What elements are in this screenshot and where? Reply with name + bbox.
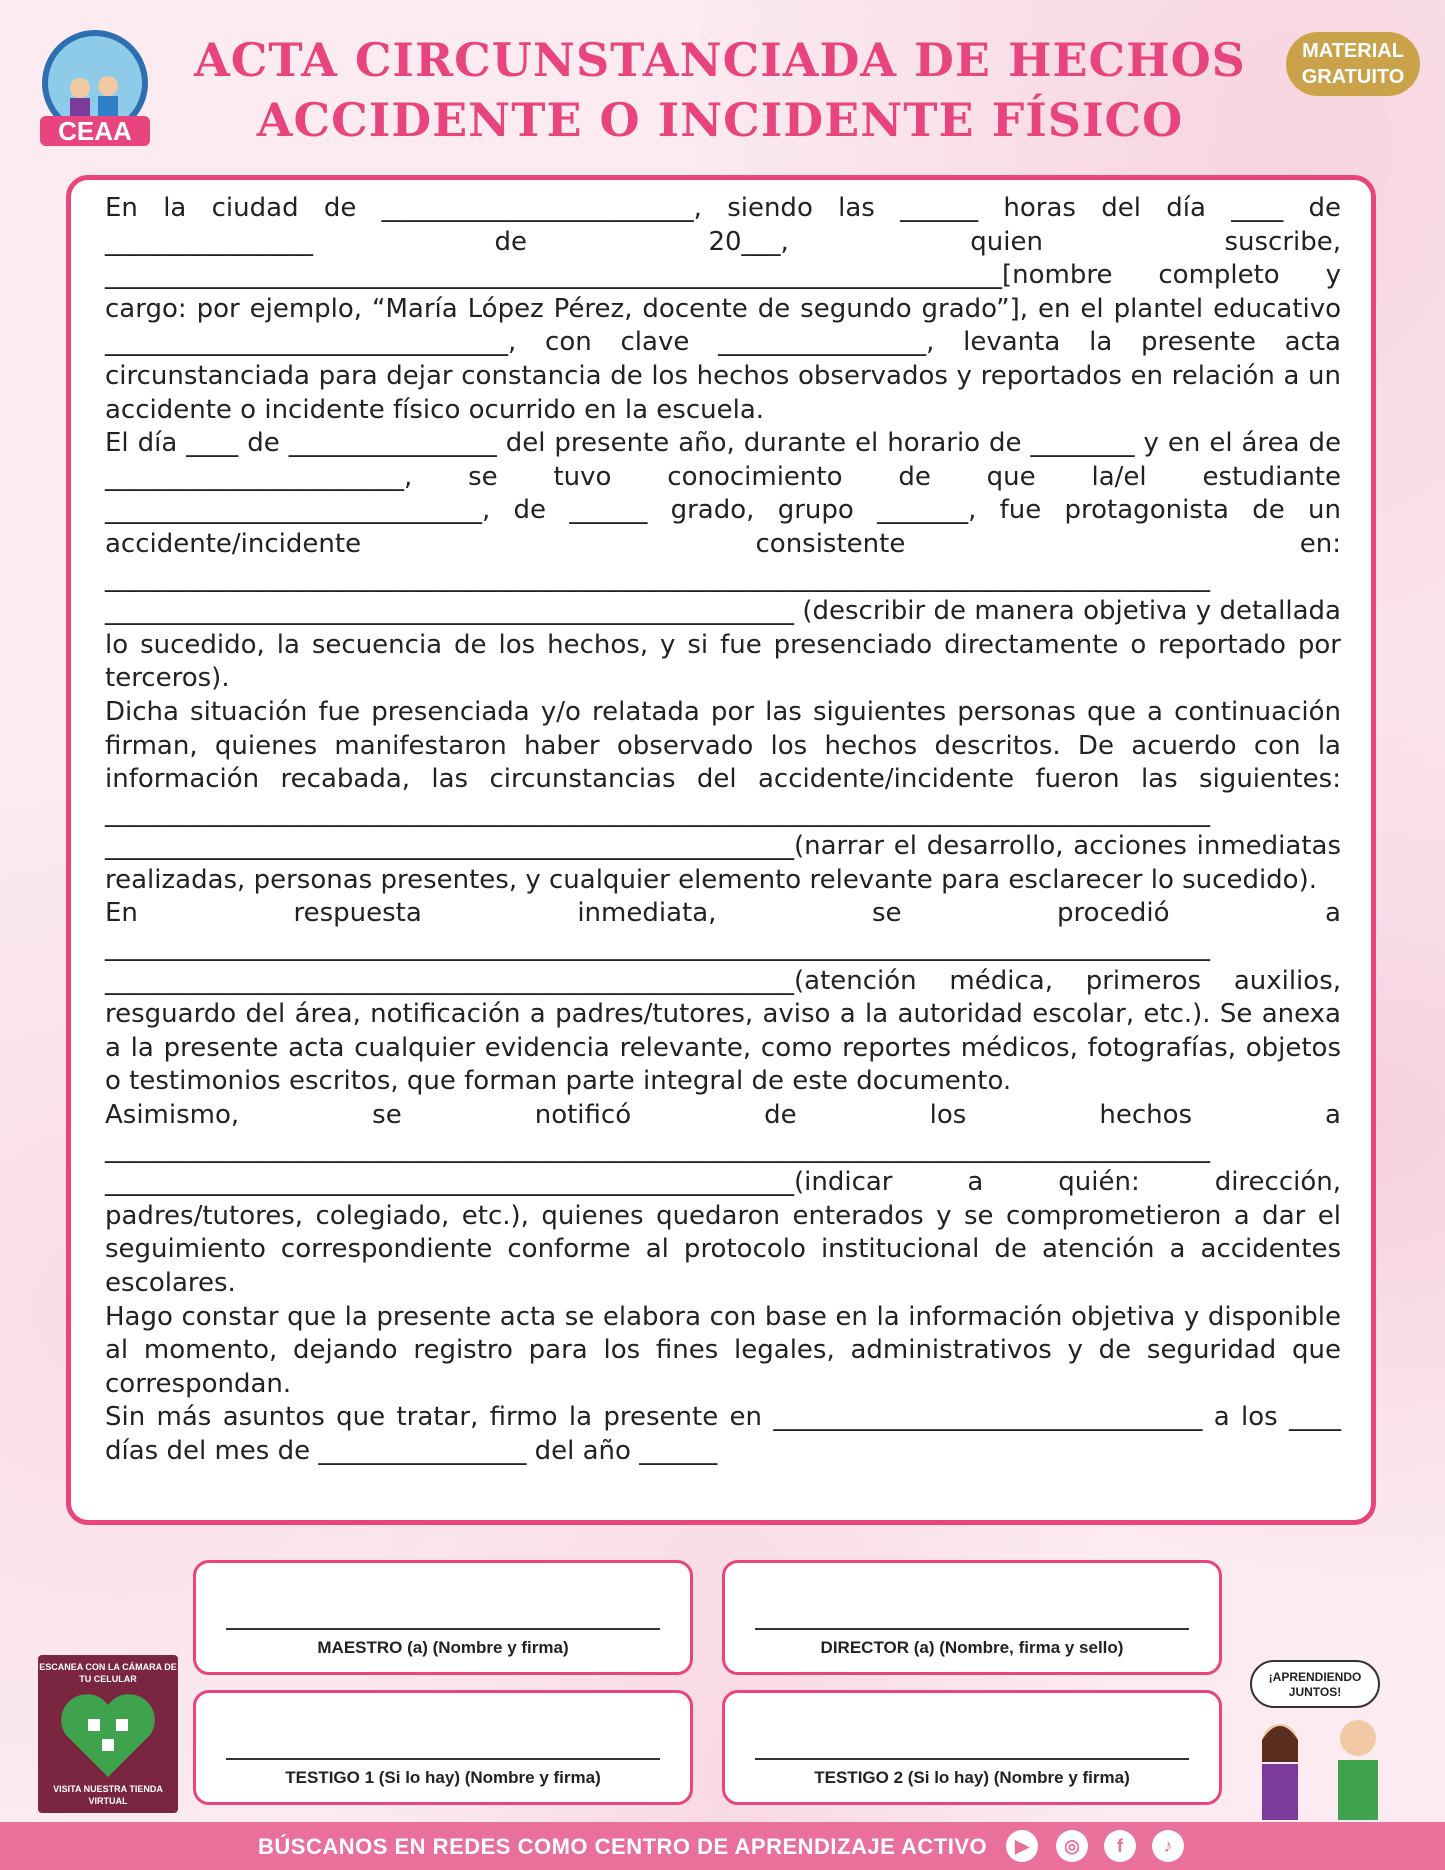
signature-box-maestro bbox=[193, 1560, 693, 1675]
paragraph: Hago constar que la presente acta se elabora con base en la información objetiva y disponible al momento, dejando registro para los fines legales, administrativos y de seguridad que correspondan. bbox=[105, 1301, 1341, 1399]
title-line-1: ACTA CIRCUNSTANCIADA DE HECHOS bbox=[194, 33, 1246, 87]
paragraph: En respuesta inmediata, se procedió a _____________________________________________________________________________________ _____________________________________________________(atención médica, primeros auxilios, resguardo del área, notificación a padres/tutores, aviso a la autoridad escolar, etc.). Se anexa a la presente acta cualquier evidencia relevante, como reportes médicos, fotografías, objetos o testimonios escritos, que forman parte integral de este documento. bbox=[105, 898, 1341, 1097]
signature-label: DIRECTOR (a) (Nombre, firma y sello) bbox=[820, 1638, 1124, 1657]
youtube-icon[interactable]: ▶ bbox=[1006, 1830, 1038, 1862]
qr-top-text: ESCANEA CON LA CÁMARA DE TU CELULAR bbox=[39, 1662, 177, 1684]
facebook-icon[interactable]: f bbox=[1104, 1830, 1136, 1862]
document-body-box bbox=[66, 175, 1376, 1525]
qr-heart-icon bbox=[58, 1689, 158, 1781]
tiktok-icon[interactable]: ♪ bbox=[1152, 1830, 1184, 1862]
signature-line bbox=[226, 1628, 660, 1630]
signature-line bbox=[755, 1628, 1189, 1630]
logo-text: CEAA bbox=[58, 116, 132, 146]
badge-line-2: GRATUITO bbox=[1301, 66, 1405, 88]
signature-label: MAESTRO (a) (Nombre y firma) bbox=[317, 1638, 569, 1657]
footer-text: BÚSCANOS EN REDES COMO CENTRO DE APRENDIZAJE ACTIVO bbox=[258, 1834, 988, 1859]
speech-bubble: ¡APRENDIENDO JUNTOS! bbox=[1250, 1660, 1380, 1708]
title-line-2: ACCIDENTE O INCIDENTE FÍSICO bbox=[256, 93, 1184, 147]
paragraph: Dicha situación fue presenciada y/o relatada por las siguientes personas que a continuación firman, quienes manifestaron haber observado los hechos descritos. De acuerdo con la información recabada, las circunstancias del accidente/incidente fueron las siguientes: _____________________________________________________________________________________ _____________________________________________________(narrar el desarrollo, acciones inmediatas realizadas, personas presentes, y cualquier elemento relevante para esclarecer lo sucedido). bbox=[105, 696, 1341, 895]
ceaa-logo bbox=[30, 28, 160, 148]
document-text bbox=[105, 192, 1341, 1469]
teachers-illustration bbox=[1240, 1712, 1400, 1820]
footer-bar bbox=[0, 1822, 1445, 1870]
signature-box-director bbox=[722, 1560, 1222, 1675]
signature-line bbox=[226, 1758, 660, 1760]
paragraph: Asimismo, se notificó de los hechos a _____________________________________________________________________________________ _____________________________________________________(indicar a quién: dirección, padres/tutores, colegiado, etc.), quienes quedaron enterados y se comprometieron a dar el seguimiento correspondiente conforme al protocolo institucional de atención a accidentes escolares. bbox=[105, 1100, 1341, 1298]
signature-label: TESTIGO 2 (Si lo hay) (Nombre y firma) bbox=[814, 1768, 1130, 1787]
signature-line bbox=[755, 1758, 1189, 1760]
qr-bottom-text: VISITA NUESTRA TIENDA VIRTUAL bbox=[53, 1784, 163, 1806]
qr-code-block[interactable] bbox=[38, 1655, 178, 1813]
badge-line-1: MATERIAL bbox=[1302, 40, 1404, 62]
signature-box-testigo-2 bbox=[722, 1690, 1222, 1805]
free-material-badge bbox=[1286, 32, 1420, 96]
signature-label: TESTIGO 1 (Si lo hay) (Nombre y firma) bbox=[285, 1768, 601, 1787]
page-title bbox=[180, 30, 1260, 150]
paragraph: El día ____ de ________________ del presente año, durante el horario de ________ y en el área de _______________________, se tuvo conocimiento de que la/el estudiante _____________________________, de ______ grado, grupo _______, fue protagonista de un accidente/incidente consistente en: _____________________________________________________________________________________ _____________________________________________________ (describir de manera objetiva y detallada lo sucedido, la secuencia de los hechos, y si fue presenciado directamente o reportado por terceros). bbox=[105, 428, 1341, 694]
paragraph: Sin más asuntos que tratar, firmo la presente en _________________________________ a los ____ días del mes de ________________ del año ______ bbox=[105, 1402, 1341, 1466]
paragraph: En la ciudad de ________________________, siendo las ______ horas del día ____ de ________________ de 20___, quien suscribe, _____________________________________________________________________[nombre completo y cargo: por ejemplo, “María López Pérez, docente de segundo grado”], en el plantel educativo _______________________________, con clave ________________, levanta la presente acta circunstanciada para dejar constancia de los hechos observados y reportados en relación a un accidente o incidente físico ocurrido en la escuela. bbox=[105, 193, 1341, 425]
instagram-icon[interactable]: ◎ bbox=[1056, 1830, 1088, 1862]
signature-box-testigo-1 bbox=[193, 1690, 693, 1805]
